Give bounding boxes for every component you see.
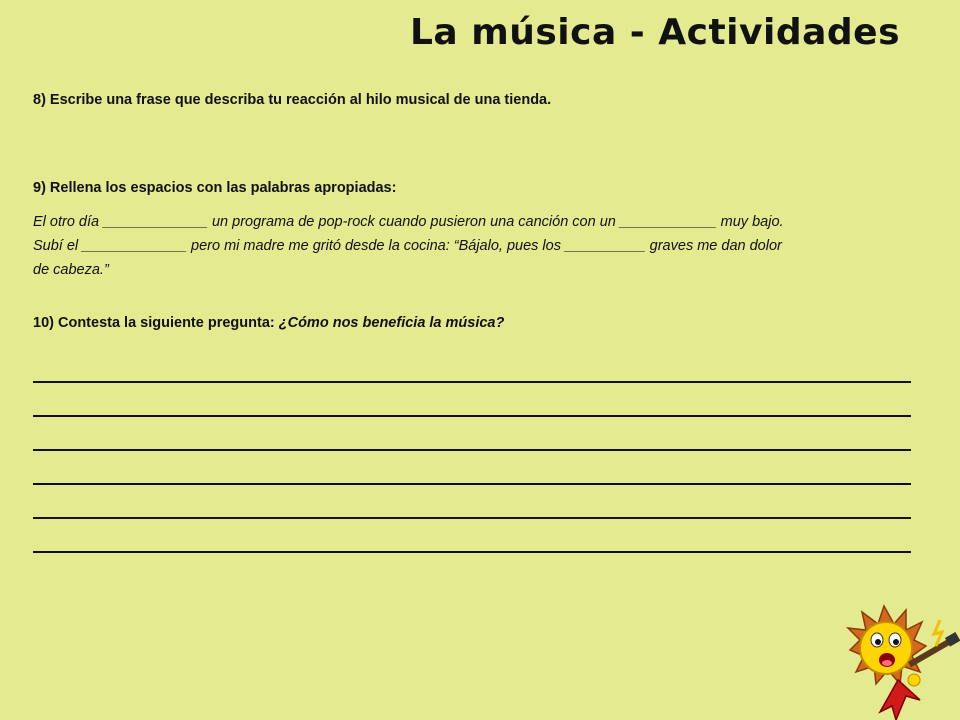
answer-line[interactable] — [33, 449, 911, 451]
rocker-emoji-guitar-icon — [840, 600, 960, 720]
answer-line[interactable] — [33, 483, 911, 485]
answer-line[interactable] — [33, 381, 911, 383]
page-title: La música - Actividades — [409, 12, 900, 53]
answer-line[interactable] — [33, 551, 911, 553]
fill-text-line-2: Subí el _____________ pero mi madre me gritó desde la cocina: “Bájalo, pues los __________ graves me dan dolor — [33, 238, 782, 254]
fill-text-line-3: de cabeza.” — [33, 262, 109, 278]
question-9-label: 9) Rellena los espacios con las palabras apropiadas: — [33, 180, 397, 196]
answer-line[interactable] — [33, 415, 911, 417]
question-9 — [33, 176, 913, 282]
question-10-label: 10) Contesta la siguiente pregunta: — [33, 315, 279, 331]
question-10-question: ¿Cómo nos beneficia la música? — [278, 315, 505, 331]
fill-text-line-1: El otro día _____________ un programa de pop-rock cuando pusieron una canción con un ____________ muy bajo. — [33, 214, 784, 230]
question-10 — [33, 311, 913, 335]
answer-line[interactable] — [33, 517, 911, 519]
question-8: 8) Escribe una frase que describa tu reacción al hilo musical de una tienda. — [33, 92, 552, 108]
